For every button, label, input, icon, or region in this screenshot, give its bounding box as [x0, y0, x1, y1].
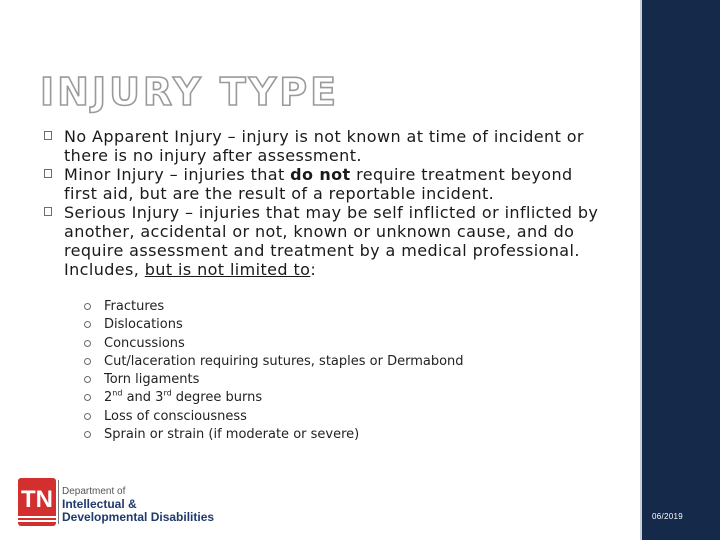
square-bullet-icon — [44, 169, 52, 178]
ordinal-suffix: nd — [112, 389, 123, 399]
sub-item-text: Loss of consciousness — [104, 408, 247, 424]
slide-title: INJURY TYPE — [40, 70, 340, 114]
circle-bullet-icon — [84, 321, 91, 328]
sub-item-loss-of-consciousness — [83, 408, 464, 426]
circle-bullet-icon — [84, 413, 91, 420]
bullet-text: require treatment beyond first aid, but are the result of a reportable incident. — [64, 165, 573, 203]
logo-department-name — [62, 498, 222, 524]
sub-item-burns — [83, 389, 464, 407]
logo-divider — [58, 480, 59, 524]
bullet-text: No Apparent Injury – injury is not known at time of incident or there is no injury after assessment. — [64, 127, 584, 165]
footer-date: 06/2019 — [652, 512, 684, 521]
bullet-list — [44, 127, 604, 279]
circle-bullet-icon — [84, 376, 91, 383]
sub-item-text: Concussions — [104, 335, 185, 351]
bullet-underlined-text: but is not limited to — [144, 260, 311, 279]
bullet-item-serious-injury — [44, 203, 604, 279]
tn-logo-icon — [18, 478, 56, 526]
department-logo — [18, 478, 218, 528]
tn-logo-stripe — [18, 516, 56, 518]
sub-item-torn-ligaments — [83, 371, 464, 389]
sub-item-concussions — [83, 335, 464, 353]
bullet-bold-text: do not — [290, 165, 351, 184]
sub-item-dislocations — [83, 316, 464, 334]
sub-item-text: Sprain or strain (if moderate or severe) — [104, 427, 360, 443]
logo-name-line: Developmental Disabilities — [62, 510, 215, 524]
bullet-text: : — [310, 260, 317, 279]
sub-item-text: Torn ligaments — [104, 372, 200, 388]
tn-logo-stripe — [18, 520, 56, 522]
sub-item-text: Cut/laceration requiring sutures, staples or Dermabond — [104, 353, 464, 369]
tn-logo-text: TN — [21, 486, 53, 513]
sub-item-text: Fractures — [104, 299, 165, 314]
circle-bullet-icon — [84, 303, 91, 310]
circle-bullet-icon — [84, 358, 91, 365]
ordinal-suffix: rd — [163, 389, 172, 399]
sub-bullet-list — [83, 298, 464, 444]
square-bullet-icon — [44, 131, 52, 140]
circle-bullet-icon — [84, 340, 91, 347]
sub-item-cut-laceration — [83, 353, 464, 371]
logo-name-line: Intellectual & — [62, 497, 137, 511]
square-bullet-icon — [44, 207, 52, 216]
sub-item-text: 2 — [104, 390, 113, 406]
sub-item-text: and 3 — [122, 390, 164, 406]
sub-item-text: Dislocations — [104, 317, 183, 333]
side-bar — [642, 0, 720, 540]
circle-bullet-icon — [84, 431, 91, 438]
sub-item-sprain-strain — [83, 426, 464, 444]
sub-item-fractures — [83, 298, 464, 316]
bullet-item-no-apparent-injury — [44, 127, 604, 165]
sub-item-text: degree burns — [171, 390, 263, 406]
bullet-item-minor-injury — [44, 165, 604, 203]
circle-bullet-icon — [84, 394, 91, 401]
bullet-text: Serious Injury – injuries that may be self inflicted or inflicted by another, accidental or not, known or unknown cause, and do require assessment and treatment by a medical professional. Includes, — [64, 203, 599, 279]
bullet-text: Minor Injury – injuries that — [64, 165, 291, 184]
logo-department-label: Department of — [62, 486, 126, 497]
